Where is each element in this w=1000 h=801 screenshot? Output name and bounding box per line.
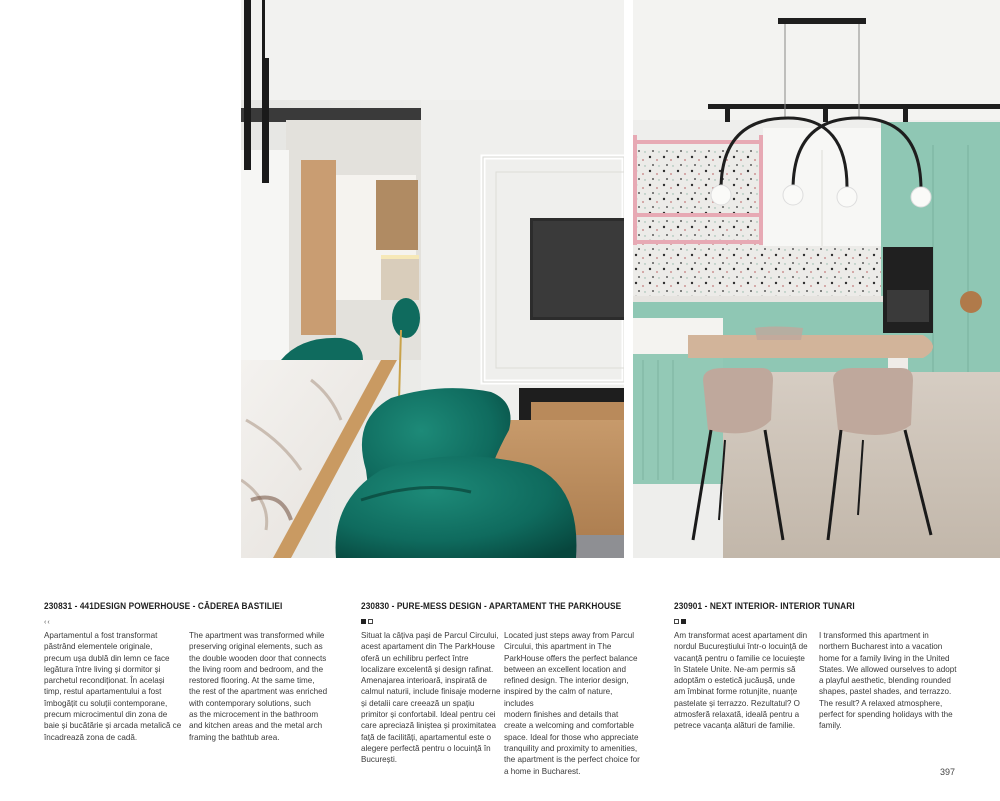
page-number: 397 bbox=[940, 767, 956, 777]
project-3-marker bbox=[674, 619, 688, 626]
project-1-marker: ‹‹ bbox=[44, 619, 51, 626]
project-3-text-en: I transformed this apartment in northern Bucharest into a vacation home for a family living in the United States. We allowed ourselves to adopt a playful aesthetic, blending rounded shapes, pastel shades, and terrazzo. The result? A relaxed atmosphere, perfect for spending holidays with the family. bbox=[819, 631, 957, 731]
kitchen-photo bbox=[633, 0, 1000, 558]
project-1-text-en: The apartment was transformed while preserving original elements, such as the double wooden door that connects the living room and bedroom, and the restored flooring. At the same time, the rest of the apartment was enriched with contemporary solutions, such as the microcement in the bathroom and kitchen areas and the metal arch framing the bathtub area. bbox=[189, 631, 328, 742]
project-2-text-ro: Situat la câțiva pași de Parcul Circului, acest apartament din The ParkHouse oferă un echilibru perfect între localizare excelentă și design rafinat. Amenajarea interioară, inspirată de calmul naturii, include finisaje moderne și detalii care creează un spațiu primitor și confortabil. Ideal pentru cei care apreciază liniștea și proximitatea față de facilități, apartamentul este o alegere perfectă pentru o locuință în București. bbox=[361, 631, 501, 765]
project-2-heading: 230830 - PURE-MESS DESIGN - APARTAMENT THE PARKHOUSE bbox=[361, 601, 622, 611]
project-3-heading: 230901 - NEXT INTERIOR- INTERIOR TUNARI bbox=[674, 601, 855, 611]
project-1-text-ro: Apartamentul a fost transformat păstrând elementele originale, precum ușa dublă din lemn ce face legătura între living și dormitor și parchetul recondiționat. În același timp, restul apartamentului a fost îmbogățit cu soluții contemporane, precum microcimentul din zona de baie și bucătărie și arcada metalică ce încadrează zona de cadă. bbox=[44, 631, 182, 742]
living-room-photo bbox=[241, 0, 624, 558]
project-3-text-ro: Am transformat acest apartament din nordul Bucureștiului într-o locuință de vacanță pentru o familie ce locuiește în Statele Unite. Ne-am permis să adoptăm o estetică jucăușă, unde am îmbinat forme rotunjite, nuanțe pastelate și terrazzo. Rezultatul? O atmosferă relaxată, ideală pentru a petrece vacanța alături de familie. bbox=[674, 631, 808, 731]
project-2-marker bbox=[361, 619, 375, 626]
project-1-heading: 230831 - 441DESIGN POWERHOUSE - CĂDEREA BASTILIEI bbox=[44, 601, 283, 611]
project-2-text-en: Located just steps away from Parcul Circului, this apartment in The ParkHouse offers the perfect balance between an excellent location and refined design. The interior design, inspired by the calm of nature, includes modern finishes and details that create a welcoming and comfortable space. Ideal for those who appreciate tranquility and proximity to amenities, the apartment is the perfect choice for a home in Bucharest. bbox=[504, 631, 640, 776]
